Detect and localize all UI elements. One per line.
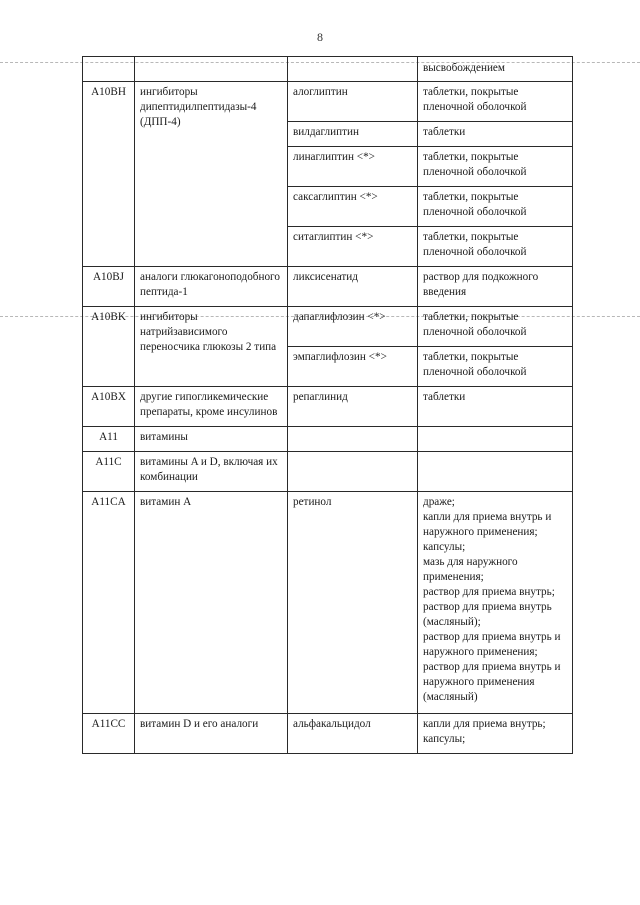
dosage-form-cell <box>418 147 573 187</box>
dosage-form-cell <box>418 82 573 122</box>
dosage-form-cell <box>418 227 573 267</box>
anatomical-therapeutic-group-cell: витамин D и его аналоги <box>135 714 288 754</box>
atc-code-cell: A10BH <box>83 82 135 267</box>
drug-name-cell <box>288 427 418 452</box>
dosage-form-cell <box>418 387 573 427</box>
table-row <box>83 492 573 714</box>
dosage-form-entry: капсулы; <box>423 733 466 745</box>
dosage-form-entry: капсулы; <box>423 541 466 553</box>
table-row <box>83 452 573 492</box>
dosage-form-entry: таблетки, покрытые пленочной оболочкой <box>423 311 527 338</box>
drug-name-cell: эмпаглифлозин <*> <box>288 347 418 387</box>
drug-name-cell: репаглинид <box>288 387 418 427</box>
dosage-form-entry: раствор для приема внутрь и наружного применения (масляный) <box>423 661 561 703</box>
drug-name-cell: алоглиптин <box>288 82 418 122</box>
anatomical-therapeutic-group-cell: витамин A <box>135 492 288 714</box>
drug-name-cell <box>288 57 418 82</box>
dosage-form-entry: высвобождением <box>423 62 505 74</box>
dosage-form-entry: раствор для приема внутрь; <box>423 586 555 598</box>
drug-name-cell: ликсисенатид <box>288 267 418 307</box>
dosage-form-cell <box>418 427 573 452</box>
dosage-form-entry: таблетки, покрытые пленочной оболочкой <box>423 231 527 258</box>
dosage-form-entry: мазь для наружного применения; <box>423 556 518 583</box>
dosage-form-entry: капли для приема внутрь и наружного применения; <box>423 511 552 538</box>
table-row <box>83 267 573 307</box>
table-row <box>83 307 573 347</box>
anatomical-therapeutic-group-cell: аналоги глюкагоноподобного пептида-1 <box>135 267 288 307</box>
anatomical-therapeutic-group-cell: другие гипогликемические препараты, кроме инсулинов <box>135 387 288 427</box>
dosage-form-cell <box>418 187 573 227</box>
drug-name-cell: альфакальцидол <box>288 714 418 754</box>
page-number: 8 <box>317 30 323 44</box>
table-row <box>83 387 573 427</box>
dosage-form-cell <box>418 492 573 714</box>
drug-name-cell <box>288 452 418 492</box>
table-body <box>83 57 573 754</box>
dosage-form-entry: капли для приема внутрь; <box>423 718 546 730</box>
dosage-form-entry: раствор для приема внутрь и наружного применения; <box>423 631 561 658</box>
dosage-form-entry: таблетки <box>423 391 466 403</box>
dosage-form-entry: раствор для приема внутрь (масляный); <box>423 601 552 628</box>
table-row <box>83 82 573 122</box>
anatomical-therapeutic-group-cell: витамины <box>135 427 288 452</box>
dosage-form-entry: таблетки, покрытые пленочной оболочкой <box>423 86 527 113</box>
anatomical-therapeutic-group-cell: ингибиторы дипептидилпептидазы-4 (ДПП-4) <box>135 82 288 267</box>
dosage-form-cell <box>418 267 573 307</box>
dosage-form-entry: раствор для подкожного введения <box>423 271 539 298</box>
dosage-form-entry: таблетки <box>423 126 466 138</box>
dosage-form-entry: драже; <box>423 496 455 508</box>
atc-code-cell <box>83 57 135 82</box>
table-row <box>83 714 573 754</box>
drug-name-cell: линаглиптин <*> <box>288 147 418 187</box>
drug-name-cell: саксаглиптин <*> <box>288 187 418 227</box>
atc-code-cell: A10BK <box>83 307 135 387</box>
atc-code-cell: A11CA <box>83 492 135 714</box>
drug-name-cell: ретинол <box>288 492 418 714</box>
atc-code-cell: A11C <box>83 452 135 492</box>
atc-code-cell: A10BX <box>83 387 135 427</box>
drug-name-cell: дапаглифлозин <*> <box>288 307 418 347</box>
dosage-form-cell <box>418 347 573 387</box>
dosage-form-entry: таблетки, покрытые пленочной оболочкой <box>423 191 527 218</box>
dosage-form-cell <box>418 122 573 147</box>
dosage-form-entry: таблетки, покрытые пленочной оболочкой <box>423 351 527 378</box>
dosage-form-cell <box>418 452 573 492</box>
dosage-form-cell <box>418 57 573 82</box>
dosage-form-cell <box>418 307 573 347</box>
drug-list-table <box>82 56 573 754</box>
table-row <box>83 57 573 82</box>
anatomical-therapeutic-group-cell: витамины A и D, включая их комбинации <box>135 452 288 492</box>
table-row <box>83 427 573 452</box>
atc-code-cell: A11CC <box>83 714 135 754</box>
anatomical-therapeutic-group-cell: ингибиторы натрийзависимого переносчика глюкозы 2 типа <box>135 307 288 387</box>
atc-code-cell: A11 <box>83 427 135 452</box>
anatomical-therapeutic-group-cell <box>135 57 288 82</box>
drug-name-cell: ситаглиптин <*> <box>288 227 418 267</box>
dosage-form-entry: таблетки, покрытые пленочной оболочкой <box>423 151 527 178</box>
dosage-form-cell <box>418 714 573 754</box>
drug-name-cell: вилдаглиптин <box>288 122 418 147</box>
atc-code-cell: A10BJ <box>83 267 135 307</box>
